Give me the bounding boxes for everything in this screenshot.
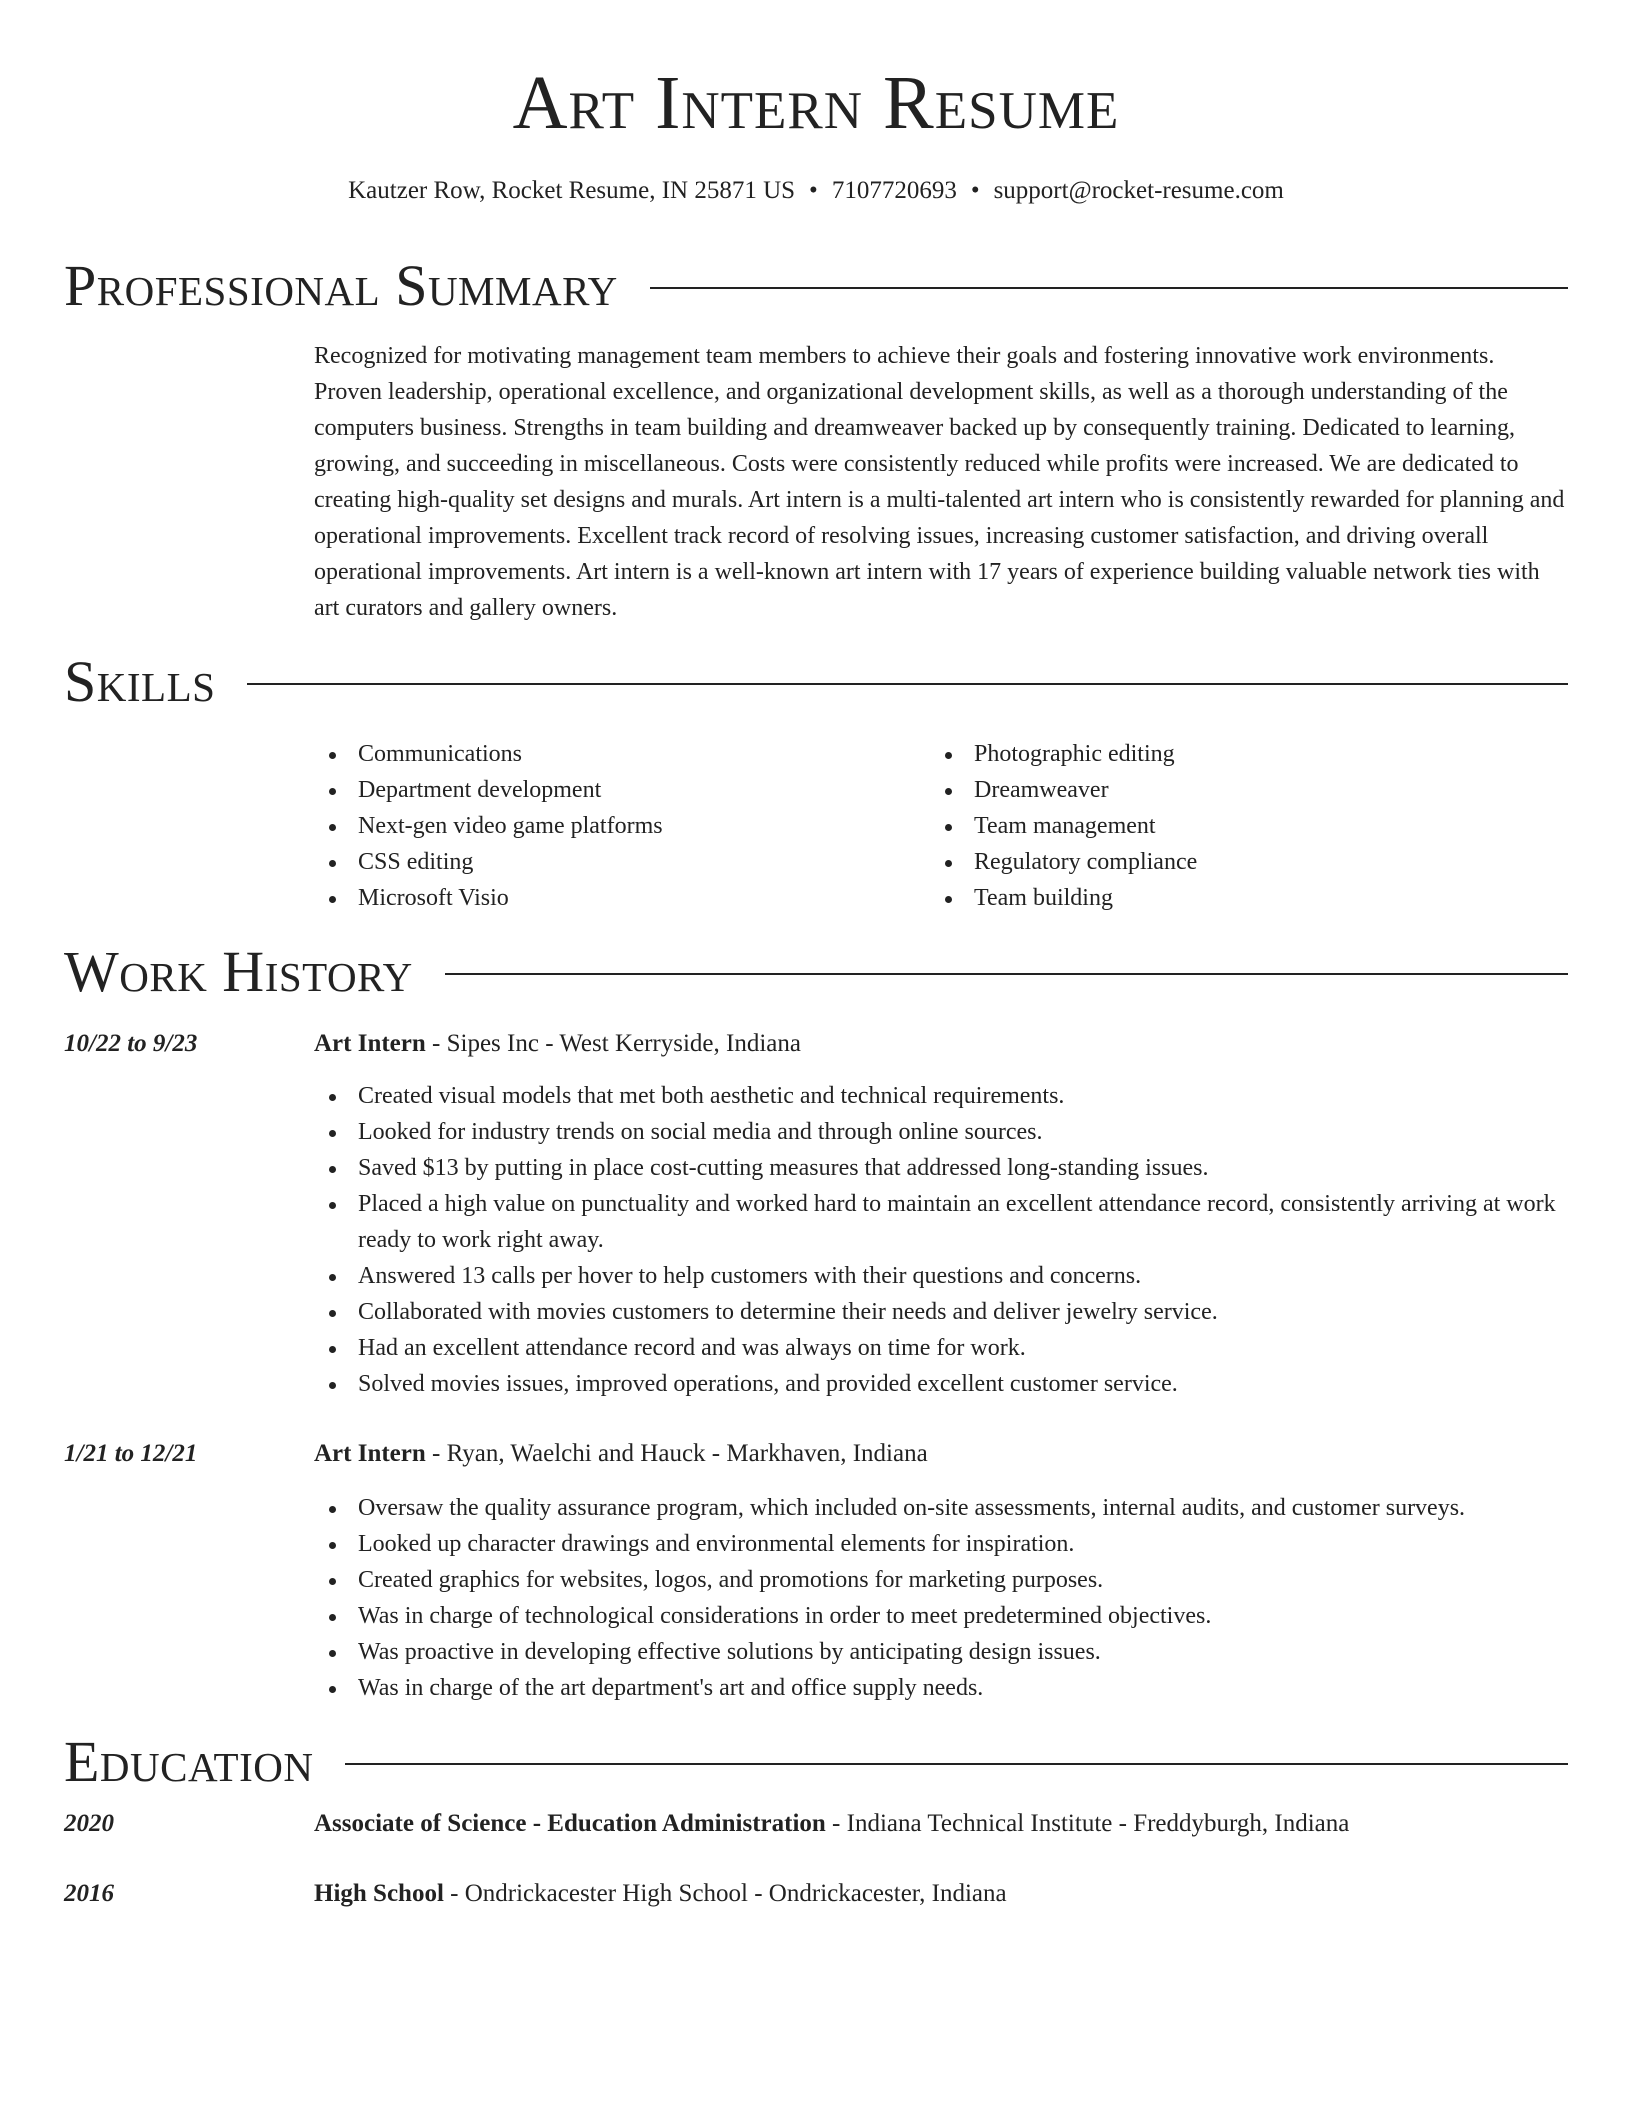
job-company-location: - Sipes Inc - West Kerryside, Indiana (425, 1030, 801, 1057)
job-bullet: Looked up character drawings and environmental elements for inspiration. (314, 1526, 1568, 1562)
job-bullet: Created visual models that met both aesthetic and technical requirements. (314, 1078, 1568, 1114)
job-bullet: Was in charge of technological considerations in order to meet predetermined objectives. (314, 1598, 1568, 1634)
skill-item: Next-gen video game platforms (314, 808, 874, 844)
job-dates: 1/21 to 12/21 (64, 1440, 198, 1467)
contact-separator: • (809, 177, 818, 204)
section-title-work-history: Work History (64, 939, 413, 1004)
education-degree: High School (314, 1880, 444, 1907)
section-divider (247, 683, 1568, 685)
job-heading (314, 1026, 1568, 1062)
job-bullet: Had an excellent attendance record and was always on time for work. (314, 1330, 1568, 1366)
job-bullet: Collaborated with movies customers to determine their needs and deliver jewelry service. (314, 1294, 1568, 1330)
skill-item: Communications (314, 736, 874, 772)
education-year: 2020 (64, 1810, 114, 1837)
job-bullet: Saved $13 by putting in place cost-cutting measures that addressed long-standing issues. (314, 1150, 1568, 1186)
contact-phone: 7107720693 (831, 177, 957, 204)
contact-email: support@rocket-resume.com (993, 177, 1284, 204)
job-dates: 10/22 to 9/23 (64, 1030, 198, 1057)
skill-item: Team building (930, 880, 1530, 916)
section-title-education: Education (64, 1729, 314, 1794)
job-bullet: Looked for industry trends on social media and through online sources. (314, 1114, 1568, 1150)
skill-item: Regulatory compliance (930, 844, 1530, 880)
education-school-location: - Indiana Technical Institute - Freddyburgh, Indiana (825, 1810, 1350, 1837)
job-company-location: - Ryan, Waelchi and Hauck - Markhaven, Indiana (425, 1440, 928, 1467)
section-divider (650, 287, 1568, 289)
section-header-skills (64, 650, 1568, 714)
skills-list-right (930, 736, 1530, 916)
contact-address: Kautzer Row, Rocket Resume, IN 25871 US (348, 177, 796, 204)
contact-line (0, 174, 1632, 208)
education-entry (314, 1806, 1568, 1842)
education-degree: Associate of Science - Education Administration (314, 1810, 826, 1837)
skill-item: Microsoft Visio (314, 880, 874, 916)
section-header-summary (64, 254, 1568, 318)
skill-item: Team management (930, 808, 1530, 844)
job-bullets (314, 1078, 1568, 1402)
section-title-summary: Professional Summary (64, 253, 618, 318)
skill-item: CSS editing (314, 844, 874, 880)
job-bullet: Was in charge of the art department's art and office supply needs. (314, 1670, 1568, 1706)
job-bullet: Solved movies issues, improved operations, and provided excellent customer service. (314, 1366, 1568, 1402)
section-header-education (64, 1730, 1568, 1794)
education-school-location: - Ondrickacester High School - Ondrickacester, Indiana (443, 1880, 1007, 1907)
job-bullet: Oversaw the quality assurance program, which included on-site assessments, internal audits, and customer surveys. (314, 1490, 1568, 1526)
skill-item: Department development (314, 772, 874, 808)
summary-text: Recognized for motivating management team members to achieve their goals and fostering innovative work environments. Proven leadership, operational excellence, and organizational development skills, as well as a thorough understanding of the computers business. Strengths in team building and dreamweaver backed up by consequently training. Dedicated to learning, growing, and succeeding in miscellaneous. Costs were consistently reduced while profits were increased. We are dedicated to creating high-quality set designs and murals. Art intern is a multi-talented art intern who is consistently rewarded for planning and operational improvements. Excellent track record of resolving issues, increasing customer satisfaction, and driving overall operational improvements. Art intern is a well-known art intern with 17 years of experience building valuable network ties with art curators and gallery owners. (314, 343, 1565, 621)
section-title-skills: Skills (64, 649, 216, 714)
job-bullet: Answered 13 calls per hover to help customers with their questions and concerns. (314, 1258, 1568, 1294)
education-entry (314, 1876, 1568, 1912)
skill-item: Dreamweaver (930, 772, 1530, 808)
skill-item: Photographic editing (930, 736, 1530, 772)
job-bullet: Placed a high value on punctuality and worked hard to maintain an excellent attendance record, consistently arriving at work ready to work right away. (314, 1186, 1568, 1258)
job-bullet: Created graphics for websites, logos, and promotions for marketing purposes. (314, 1562, 1568, 1598)
job-bullet: Was proactive in developing effective solutions by anticipating design issues. (314, 1634, 1568, 1670)
contact-separator: • (970, 177, 980, 204)
section-divider (345, 1763, 1568, 1765)
skills-list-left (314, 736, 874, 916)
resume-title: Art Intern Resume (512, 61, 1120, 145)
job-bullets (314, 1490, 1568, 1706)
job-title: Art Intern (314, 1440, 426, 1467)
section-divider (445, 973, 1568, 975)
section-header-work-history (64, 940, 1568, 1004)
education-year: 2016 (64, 1880, 114, 1907)
job-title: Art Intern (314, 1030, 426, 1057)
job-heading (314, 1436, 1568, 1472)
